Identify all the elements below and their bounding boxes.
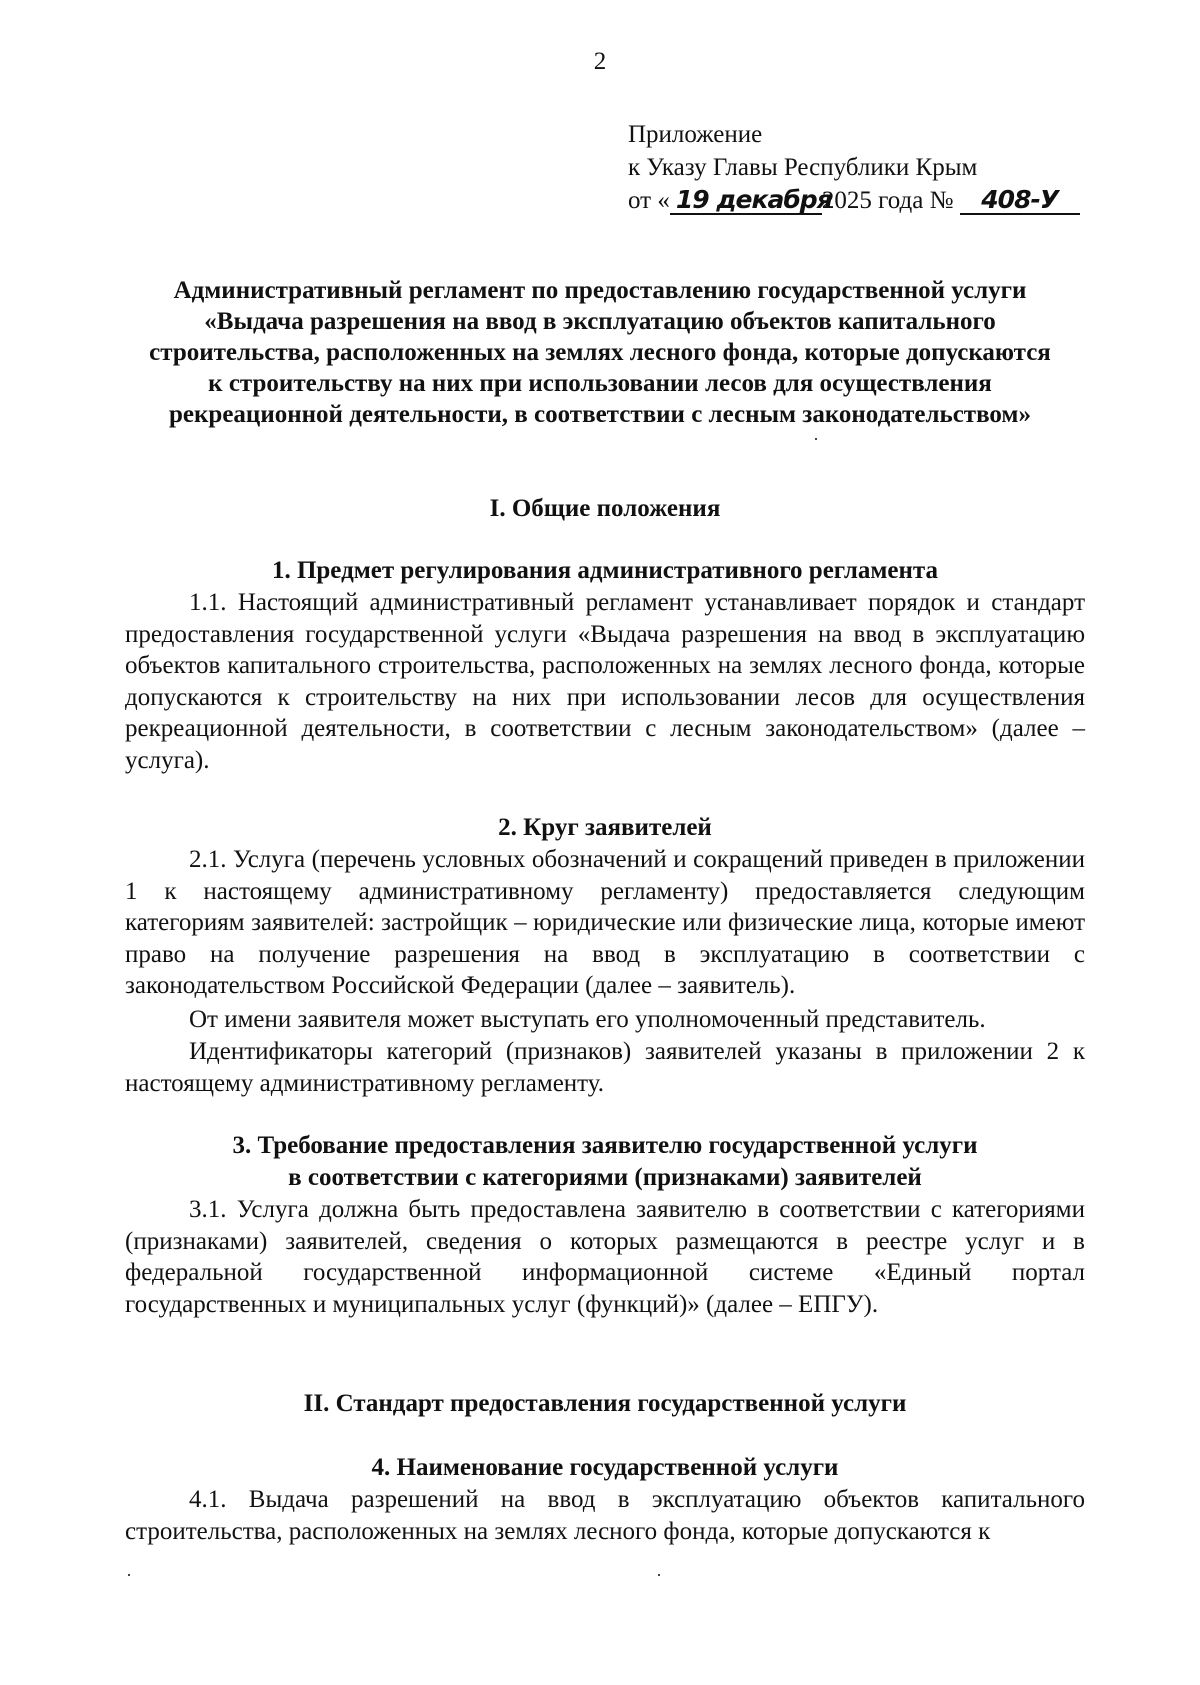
page-number: 2 <box>593 48 607 75</box>
appendix-line-1: Приложение <box>628 121 763 148</box>
subsection-1-heading: 1. Предмет регулирования административного регламента <box>271 557 939 584</box>
handwritten-date: 19 декабря <box>670 187 822 215</box>
subsection-2-heading: 2. Круг заявителей <box>498 814 712 841</box>
appendix-line-2: к Указу Главы Республики Крым <box>628 154 978 181</box>
paragraph-1-1: 1.1. Настоящий административный регламент устанавливает порядок и стандарт предоставления государственной услуги «Выдача разрешения на ввод в эксплуатацию объектов капитального строительства, расположенных на землях лесного фонда, которые допускаются к строительству на них при использовании лесов для осуществления рекреационной деятельности, в соответствии с лесным законодательством» (далее – услуга). <box>125 589 1085 774</box>
appendix-block <box>628 118 1080 217</box>
scan-speck <box>128 1574 130 1576</box>
appendix-date-line <box>628 184 1080 217</box>
paragraph-4-1: 4.1. Выдача разрешений на ввод в эксплуатацию объектов капитального строительства, расположенных на землях лесного фонда, которые допускаются к <box>125 1486 1085 1545</box>
subsection-3-heading-line-2: в соответствии с категориями (признаками) заявителей <box>288 1164 922 1191</box>
paragraph-2-3: Идентификаторы категорий (признаков) заявителей указаны в приложении 2 к настоящему административному регламенту. <box>125 1038 1085 1097</box>
scan-speck <box>815 438 817 440</box>
document-title: Административный регламент по предоставлению государственной услуги «Выдача разрешения на ввод в эксплуатацию объектов капитального строительства, расположенных на землях лесного фонда, которые допускаются к строительству на них при использовании лесов для осуществления рекреационной деятельности, в соответствии с лесным законодательством» <box>149 277 1051 428</box>
paragraph-2-1: 2.1. Услуга (перечень условных обозначений и сокращений приведен в приложении 1 к настоящему административному регламенту) предоставляется следующим категориям заявителей: застройщик – юридические или физические лица, которые имеют право на получение разрешения на ввод в эксплуатацию в соответствии с законодательством Российской Федерации (далее – заявитель). <box>125 846 1085 999</box>
paragraph-3-1: 3.1. Услуга должна быть предоставлена заявителю в соответствии с категориями (признаками) заявителей, сведения о которых размещаются в реестре услуг и в федеральной государственной информационной системе «Единый портал государственных и муниципальных услуг (функций)» (далее – ЕПГУ). <box>125 1196 1085 1318</box>
subsection-4-heading: 4. Наименование государственной услуги <box>371 1454 839 1481</box>
year-text: 2025 года № <box>821 187 954 214</box>
section-2-heading: II. Стандарт предоставления государственной услуги <box>303 1390 907 1417</box>
date-prefix: от « <box>628 187 670 214</box>
paragraph-2-2: От имени заявителя может выступать его уполномоченный представитель. <box>189 1006 986 1033</box>
scan-speck <box>658 1574 660 1576</box>
handwritten-number: 408-У <box>960 187 1080 215</box>
section-1-heading: I. Общие положения <box>489 495 721 522</box>
subsection-3-heading-line-1: 3. Требование предоставления заявителю государственной услуги <box>232 1132 978 1159</box>
